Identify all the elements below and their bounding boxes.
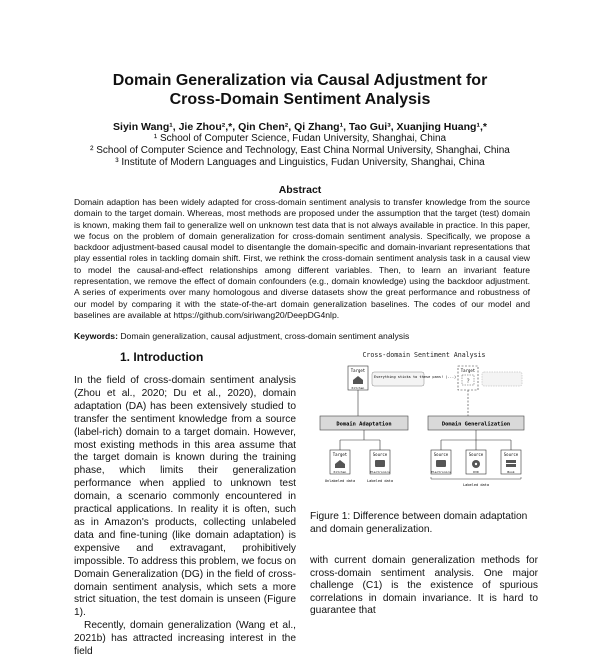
- section-heading: 1. Introduction: [120, 350, 204, 364]
- dg-target-box: [458, 366, 478, 390]
- domain-adaptation-label: Domain Adaptation: [336, 421, 392, 428]
- abstract-heading: Abstract: [278, 184, 322, 196]
- da-target-domain: Kitchen: [351, 386, 365, 390]
- dg-target-label: Target: [460, 368, 476, 373]
- dg-source-3-label: Source: [503, 452, 519, 457]
- question-mark-icon: ?: [466, 378, 470, 385]
- review-bubble-text: Everything sticks to these pans! (...): [374, 375, 457, 379]
- right-column-text: with current domain generalization methods for cross-domain sentiment analysis. One major challenge (C1) is the existence of spurious correlations in domain invariance. It is hard to guarantee that: [310, 555, 538, 617]
- dg-source-3-domain: Book: [507, 470, 515, 474]
- da-bottom-target: [330, 450, 350, 474]
- paper-title: [0, 71, 600, 109]
- dg-source-2-domain: DVD: [473, 470, 479, 474]
- figure-1: [310, 348, 538, 498]
- da-connectors: [340, 430, 380, 450]
- dg-source-2-label: Source: [468, 452, 484, 457]
- labeled-data-label-da: Labeled data: [367, 479, 393, 483]
- dg-source-1-label: Source: [433, 452, 449, 457]
- monitor-icon: [436, 460, 446, 467]
- unknown-bubble: [482, 372, 522, 386]
- dg-connectors: [441, 430, 511, 450]
- domain-generalization-label: Domain Generalization: [441, 421, 511, 428]
- title-line-1: Domain Generalization via Causal Adjustment for: [112, 72, 488, 89]
- left-column-text: [74, 375, 296, 659]
- dg-source-3: [501, 450, 521, 474]
- book-icon: [506, 460, 516, 463]
- keywords: [74, 331, 530, 341]
- da-target-label: Target: [350, 368, 366, 373]
- figure-title: Cross-domain Sentiment Analysis: [362, 351, 486, 359]
- da-bottom-target-label: Target: [332, 452, 348, 457]
- figure-caption: Figure 1: Difference between domain adaptation and domain generalization.: [310, 511, 528, 535]
- da-bottom-source-domain: Electronics: [370, 470, 390, 474]
- affiliation-3: ³ Institute of Modern Languages and Linguistics, Fudan University, Shanghai, China: [115, 157, 485, 168]
- monitor-icon: [375, 460, 385, 467]
- da-target-box: [348, 366, 368, 390]
- review-bubble: [372, 372, 456, 386]
- keywords-text: Domain generalization, causal adjustment, cross-domain sentiment analysis: [120, 331, 410, 341]
- intro-paragraph-2: Recently, domain generalization (Wang et al., 2021b) has attracted increasing interest in the field: [74, 620, 296, 658]
- affiliation-2: ² School of Computer Science and Technology, East China Normal University, Shanghai, China: [90, 145, 510, 156]
- unlabeled-data-label: Unlabeled data: [324, 479, 356, 483]
- da-bottom-source-label: Source: [372, 452, 388, 457]
- da-bottom-target-domain: Kitchen: [333, 470, 347, 474]
- dg-source-1-domain: Electronics: [431, 470, 451, 474]
- labeled-data-label-dg: Labeled data: [463, 483, 489, 487]
- title-line-2: Cross-Domain Sentiment Analysis: [169, 91, 431, 108]
- dg-source-2: [466, 450, 486, 474]
- da-bottom-source: [370, 450, 390, 474]
- dg-brace: [431, 477, 521, 479]
- affiliation-1: ¹ School of Computer Science, Fudan University, Shanghai, China: [153, 133, 447, 144]
- keywords-label: Keywords:: [74, 331, 118, 341]
- intro-paragraph-1: In the field of cross-domain sentiment analysis (Zhou et al., 2020; Du et al., 2020), domain adaptation (DA) has been extensively studied to transfer the sentiment knowledge from a source (label-rich) domain to a target domain. However, most existing methods in this area assume that the target domain is known during the training phase, which limits their generalization performance when applied to unknown test domain, a scenario commonly encountered in practical applications. In reality it is often, such as in Amazon's products, collecting unlabeled data and fine-tuning (like domain adaptation) is expensive and extravagant, prohibitively impossible. To address this problem, we focus on Domain Generalization (DG) in the field of cross-domain sentiment analysis, which sets a more strict situation, the test domain is unseen (Figure 1).: [74, 375, 296, 619]
- abstract-body: Domain adaption has been widely adapted for cross-domain sentiment analysis to transfer knowledge from the source domain to the target domain. Whereas, most methods are proposed under the assumption that the target (test) domain is known, making them fail to generalize well on unknown test data that is not always available in practice. In this paper, we focus on the problem of domain generalization for cross-domain sentiment analysis. Specifically, we propose a backdoor adjustment-based causal model to disentangle the domain-specific and domain-invariant representations that play essential roles in tackling domain shift. First, we rethink the cross-domain sentiment analysis task in a causal view to model the causal-and-effect relationships among different variables. Then, to learn an invariant feature representation, we remove the effect of domain confounders (e.g., domain knowledge) using the backdoor adjustment. A series of experiments over many homologous and diverse datasets show the great performance and robustness of our model by comparing it with the state-of-the-art domain generalization baselines. The codes of our model and baselines are available at https://github.com/siriwang20/DeepDG4nlp.: [74, 197, 530, 320]
- author-list: Siyin Wang¹, Jie Zhou²,*, Qin Chen², Qi Zhang¹, Tao Gui³, Xuanjing Huang¹,*: [113, 121, 487, 133]
- dg-source-1: [431, 450, 451, 474]
